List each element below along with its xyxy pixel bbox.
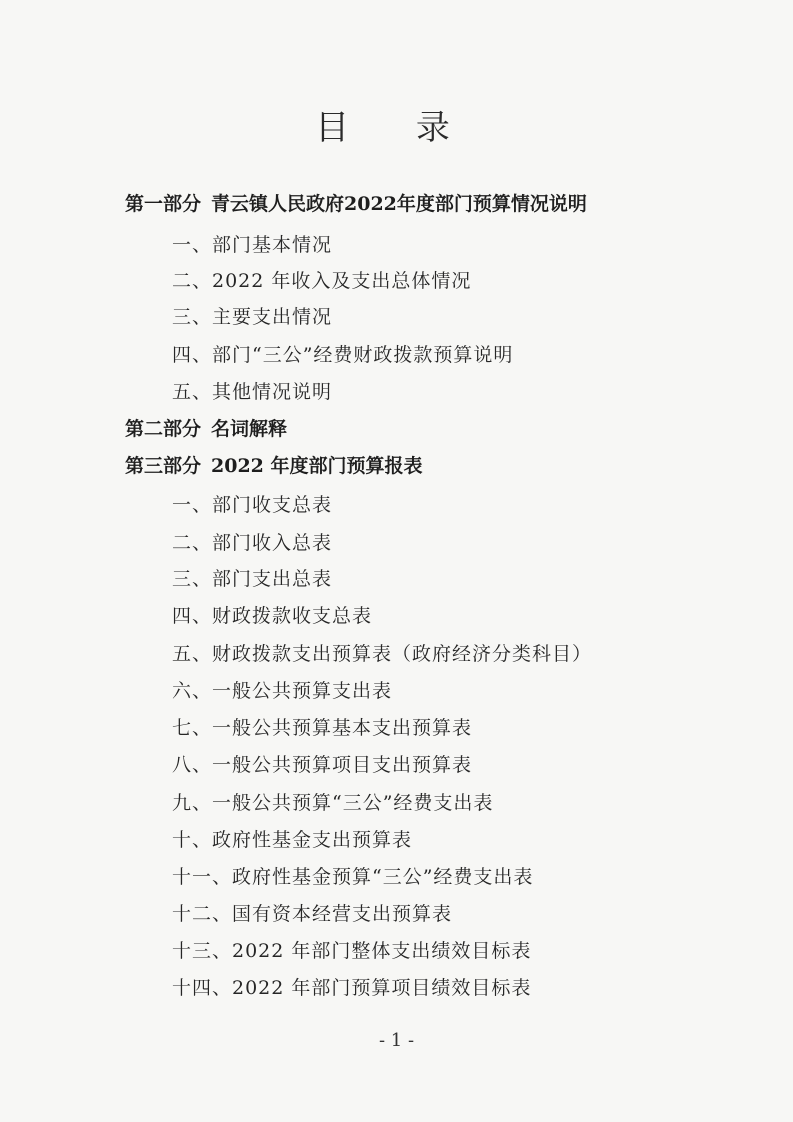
part-name: 2022 年度部门预算报表 [211,455,423,477]
part-name: 名词解释 [211,418,288,440]
part-number: 第二部分 [125,418,202,440]
toc-item: 十二、国有资本经营支出预算表 [172,903,453,925]
toc-item: 六、一般公共预算支出表 [172,680,393,702]
toc-item: 十、政府性基金支出预算表 [172,829,413,851]
toc-item: 五、其他情况说明 [172,381,333,403]
page-number: - 1 - [378,1030,415,1051]
toc-item: 三、部门支出总表 [172,568,333,590]
toc-item: 一、部门收支总表 [172,494,333,516]
part-number: 第三部分 [125,455,202,477]
toc-item: 八、一般公共预算项目支出预算表 [172,754,473,776]
toc-item: 一、部门基本情况 [172,234,333,256]
toc-item: 十四、2022 年部门预算项目绩效目标表 [172,977,532,999]
part-heading-1 [125,189,587,216]
toc-item: 三、主要支出情况 [172,306,333,328]
toc-item: 二、2022 年收入及支出总体情况 [172,270,472,292]
toc-item: 四、财政拨款收支总表 [172,605,373,627]
part-heading-2 [125,414,287,441]
toc-title: 目 录 [315,108,478,148]
toc-item: 五、财政拨款支出预算表（政府经济分类科目） [172,643,593,665]
toc-item: 四、部门“三公”经费财政拨款预算说明 [172,344,514,366]
part-name: 青云镇人民政府2022年度部门预算情况说明 [211,193,587,215]
toc-item: 十三、2022 年部门整体支出绩效目标表 [172,940,532,962]
toc-item: 七、一般公共预算基本支出预算表 [172,717,473,739]
toc-item: 二、部门收入总表 [172,532,333,554]
part-heading-3 [125,451,423,478]
toc-item: 十一、政府性基金预算“三公”经费支出表 [172,866,534,888]
part-number: 第一部分 [125,193,202,215]
toc-item: 九、一般公共预算“三公”经费支出表 [172,792,494,814]
